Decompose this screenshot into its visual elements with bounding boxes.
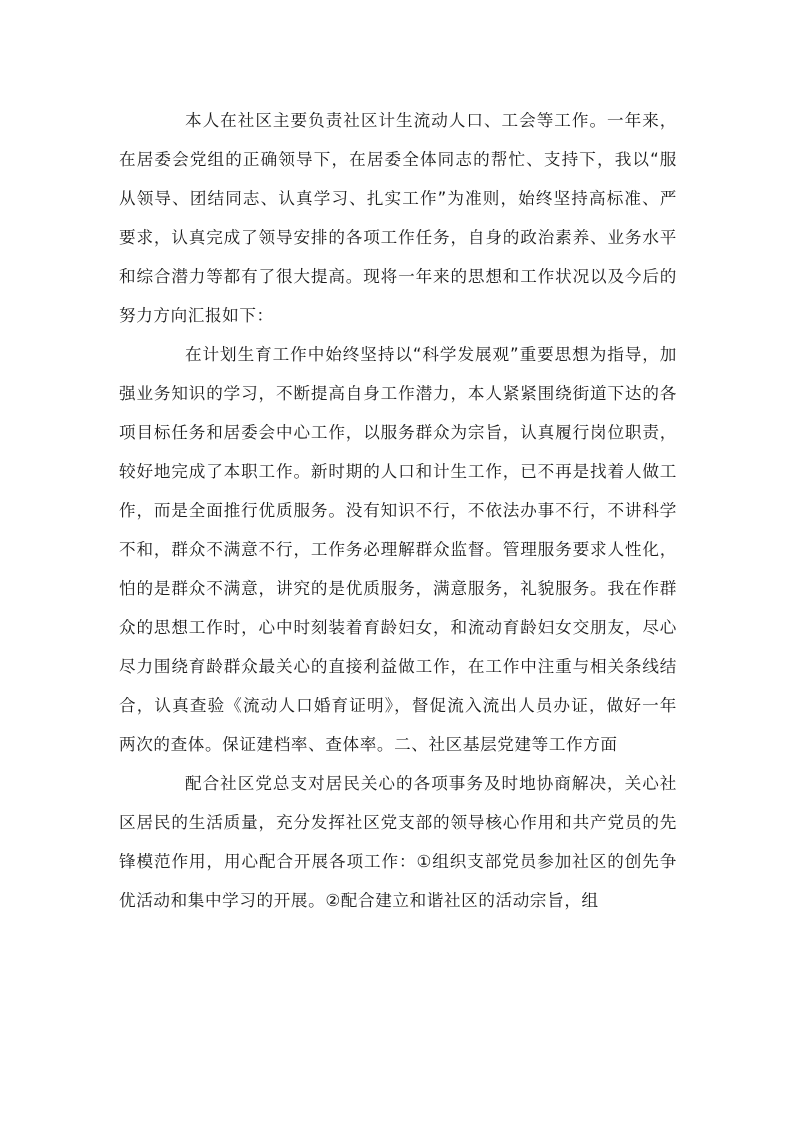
paragraph-1: 本人在社区主要负责社区计生流动人口、工会等工作。一年来，在居委会党组的正确领导下，在居委全体同志的帮忙、支持下，我以“服从领导、团结同志、认真学习、扎实工作”为准则，始终坚持高标准、严要求，认真完成了领导安排的各项工作任务，自身的政治素养、业务水平和综合潜力等都有了很大提高。现将一年来的思想和工作状况以及今后的努力方向汇报如下：: [119, 111, 677, 325]
document-body: [119, 101, 677, 920]
paragraph-3: 配合社区党总支对居民关心的各项事务及时地协商解决，关心社区居民的生活质量，充分发挥社区党支部的领导核心作用和共产党员的先锋模范作用，用心配合开展各项工作：①组织支部党员参加社区的创先争优活动和集中学习的开展。②配合建立和谐社区的活动宗旨，组: [119, 774, 677, 910]
paragraph-2: 在计划生育工作中始终坚持以“科学发展观”重要思想为指导，加强业务知识的学习，不断提高自身工作潜力，本人紧紧围绕街道下达的各项目标任务和居委会中心工作，以服务群众为宗旨，认真履行岗位职责，较好地完成了本职工作。新时期的人口和计生工作，已不再是找着人做工作，而是全面推行优质服务。没有知识不行，不依法办事不行，不讲科学不和，群众不满意不行，工作务必理解群众监督。管理服务要求人性化，怕的是群众不满意，讲究的是优质服务，满意服务，礼貌服务。我在作群众的思想工作时，心中时刻装着育龄妇女，和流动育龄妇女交朋友，尽心尽力围绕育龄群众最关心的直接利益做工作，在工作中注重与相关条线结合，认真查验《流动人口婚育证明》，督促流入流出人员办证，做好一年两次的查体。保证建档率、查体率。二、社区基层党建等工作方面: [119, 345, 677, 754]
